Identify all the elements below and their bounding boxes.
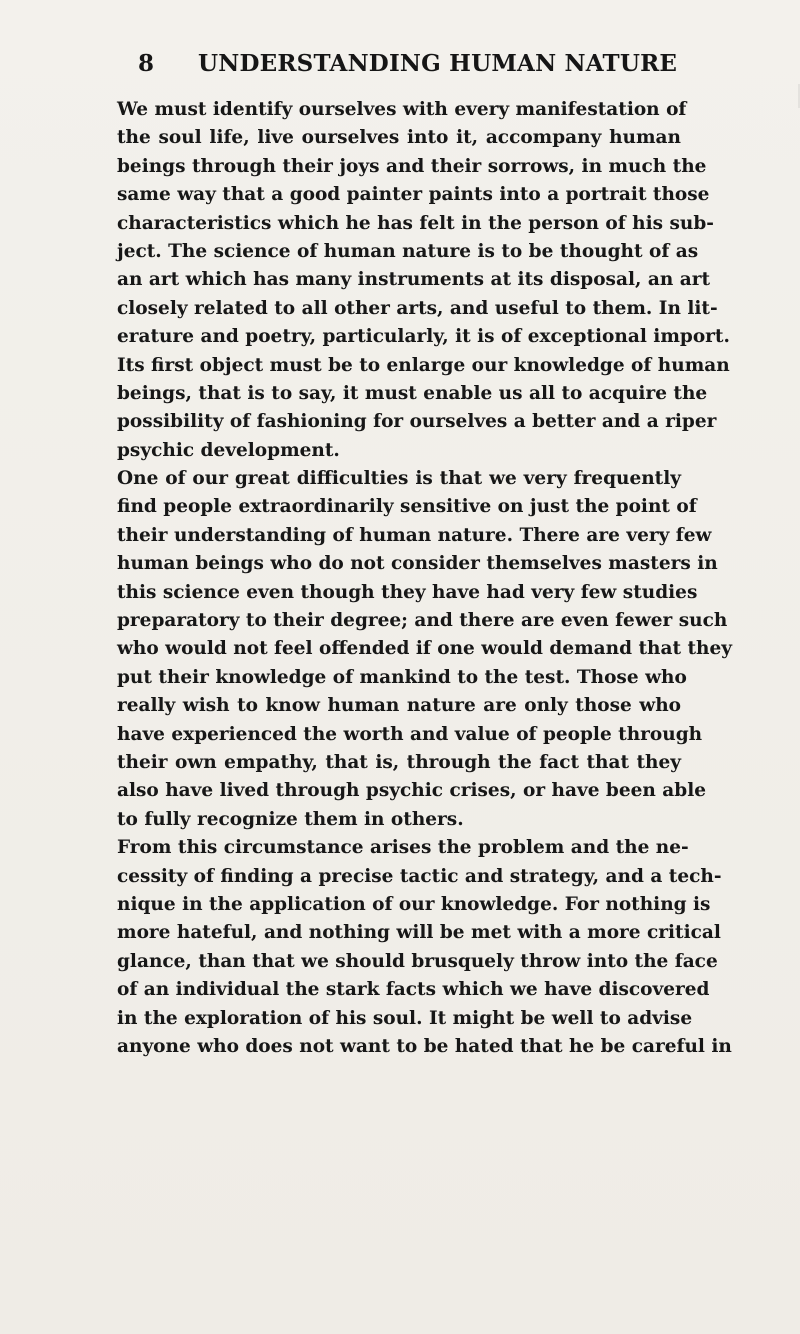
text-line: human beings who do not consider themselves masters in	[117, 553, 718, 575]
text-line: in the exploration of his soul. It might be well to advise	[117, 1007, 693, 1029]
text-line: really wish to know human nature are only those who	[117, 695, 681, 717]
text-line: preparatory to their degree; and there are even fewer such	[117, 610, 728, 632]
text-line: beings through their joys and their sorrows, in much the	[117, 155, 707, 177]
text-line: possibility of fashioning for ourselves a better and a riper	[117, 411, 717, 433]
paragraph-end-line: psychic development.	[117, 439, 340, 461]
text-line: of an individual the stark facts which we have discovered	[117, 979, 710, 1001]
text-line: characteristics which he has felt in the person of his sub-	[117, 212, 714, 234]
text-line: more hateful, and nothing will be met with a more critical	[117, 922, 721, 944]
text-line: their own empathy, that is, through the fact that they	[117, 751, 681, 773]
text-line: have experienced the worth and value of people through	[117, 723, 703, 745]
text-line: who would not feel offended if one would demand that they	[117, 638, 732, 660]
text-line: beings, that is to say, it must enable us all to acquire the	[117, 382, 708, 404]
text-line: One of our great difficulties is that we very frequently	[117, 468, 681, 490]
text-line: We must identify ourselves with every manifestation of	[117, 99, 687, 120]
text-line: their understanding of human nature. There are very few	[117, 524, 712, 546]
text-line: an art which has many instruments at its disposal, an art	[117, 269, 711, 291]
text-line: put their knowledge of mankind to the test. Those who	[117, 666, 687, 688]
text-line: same way that a good painter paints into a portrait those	[117, 184, 710, 206]
text-line: closely related to all other arts, and useful to them. In lit-	[117, 297, 718, 319]
running-title: UNDERSTANDING HUMAN NATURE	[198, 50, 678, 77]
text-line: Its first object must be to enlarge our knowledge of human	[117, 354, 730, 376]
text-line: glance, than that we should brusquely throw into the face	[117, 950, 718, 972]
text-line: nique in the application of our knowledge. For nothing is	[117, 893, 711, 915]
text-line: anyone who does not want to be hated that he be careful in	[117, 1035, 732, 1057]
text-line: ject. The science of human nature is to be thought of as	[117, 240, 699, 262]
text-line: find people extraordinarily sensitive on just the point of	[117, 496, 697, 518]
running-head	[138, 50, 698, 90]
page-number: 8	[138, 50, 155, 77]
paragraph-end-line: to fully recognize them in others.	[117, 808, 464, 830]
text-line: erature and poetry, particularly, it is of exceptional import.	[117, 326, 730, 348]
text-line: the soul life, live ourselves into it, accompany human	[117, 127, 681, 149]
text-line: cessity of finding a precise tactic and strategy, and a tech-	[117, 865, 722, 887]
text-line: also have lived through psychic crises, or have been able	[117, 780, 707, 802]
text-line: this science even though they have had very few studies	[117, 581, 698, 603]
body-text	[117, 96, 732, 1061]
text-line: From this circumstance arises the problem and the ne-	[117, 837, 689, 859]
